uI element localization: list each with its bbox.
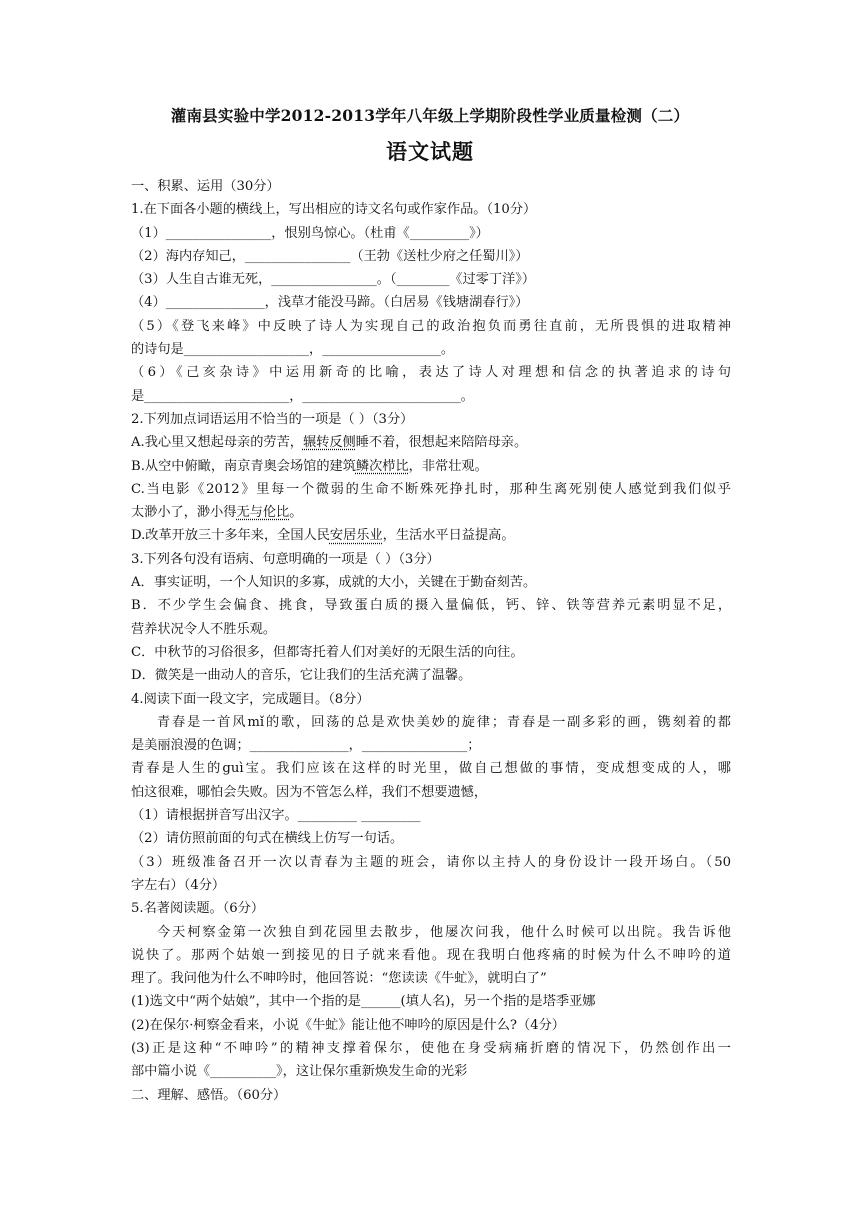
fill-blank-line: 的诗句是___________________，__________________。 <box>131 342 455 358</box>
fill-blank-line: （6）《己亥杂诗》中运用新奇的比喻，表达了诗人对理想和信念的执著追求的诗句 <box>131 365 731 381</box>
passage-line: 今天柯察金第一次独自到花园里去散步，他屡次问我，他什么时候可以出院。我告诉他 <box>157 924 731 940</box>
question-stem: 1.在下面各小题的横线上，写出相应的诗文名句或作家作品。（10分） <box>131 202 537 218</box>
marked-word: 安居乐业 <box>329 528 383 544</box>
fill-blank-line: （5）《登飞来峰》中反映了诗人为实现自己的政治抱负而勇往直前，无所畏惧的进取精神 <box>131 318 731 334</box>
section-heading: 一、积累、运用（30分） <box>131 179 280 194</box>
exam-title: 灌南县实验中学2012-2013学年八年级上学期阶段性学业质量检测（二） <box>170 106 690 125</box>
sub-question: 字左右）（4分） <box>131 877 226 893</box>
fill-blank-line: （2）海内存知己，________________（王勃《送杜少府之任蜀川》） <box>131 248 529 264</box>
sub-question: （1）请根据拼音写出汉字。_________ _________ <box>131 808 421 824</box>
option-line: B.从空中俯瞰，南京青奥会场馆的建筑鳞次栉比，非常壮观。 <box>131 458 488 474</box>
passage-line: 理了。我问他为什么不呻吟时，他回答说：“您读读《牛虻》，就明白了” <box>131 971 547 987</box>
passage-line: 青春是人生的guì宝。我们应该在这样的时光里，做自己想做的事情，变成想变成的人，哪 <box>131 761 731 777</box>
sub-question: （2）请仿照前面的句式在横线上仿写一句话。 <box>131 831 404 847</box>
passage-line: 青春是一首风mǐ的歌，回荡的总是欢快美妙的旋律；青春是一副多彩的画，镌刻着的都 <box>157 714 731 730</box>
marked-word: 鳞次栉比 <box>355 458 409 474</box>
fill-blank-line: 是______________________，________________________。 <box>131 388 474 404</box>
question-stem: 3.下列各句没有语病、句意明确的一项是（ ）（3分） <box>131 551 440 567</box>
marked-word: 辗转反侧 <box>302 435 356 451</box>
question-stem: 5.名著阅读题。（6分） <box>131 901 265 917</box>
passage-line: 是美丽浪漫的色调；_______________，________________； <box>131 738 481 754</box>
sub-question: （3）班级准备召开一次以青春为主题的班会，请你以主持人的身份设计一段开场白。（50 <box>131 854 731 870</box>
marked-word: 无与伦比 <box>236 505 290 521</box>
option-line: 营养状况令人不胜乐观。 <box>131 621 277 637</box>
sub-question: (1)选文中“两个姑娘”，其中一个指的是______(填人名)，另一个指的是塔季亚娜 <box>131 994 596 1010</box>
option-line: C.当电影《2012》里每一个微弱的生命不断殊死挣扎时，那种生离死别使人感觉到我们似乎 <box>131 481 731 497</box>
exam-subtitle: 语文试题 <box>386 139 474 164</box>
option-line: B．不少学生会偏食、挑食，导致蛋白质的摄入量偏低，钙、锌、铁等营养元素明显不足， <box>131 598 731 614</box>
question-stem: 2.下列加点词语运用不恰当的一项是（ ）（3分） <box>131 411 414 427</box>
fill-blank-line: （4）_______________，浅草才能没马蹄。（白居易《钱塘湖春行》） <box>131 295 529 311</box>
fill-blank-line: （1）________________，恨别鸟惊心。（杜甫《_________》） <box>131 225 489 241</box>
option-line: 太渺小了，渺小得无与伦比。 <box>131 505 303 521</box>
fill-blank-line: （3）人生自古谁无死，________________。（________《过零丁洋》） <box>131 272 536 288</box>
option-line: A.我心里又想起母亲的劳苦，辗转反侧睡不着，很想起来陪陪母亲。 <box>131 435 528 451</box>
sub-question: 部中篇小说《__________》，这让保尔重新焕发生命的光彩 <box>131 1064 468 1080</box>
section-heading: 二、理解、感悟。（60分） <box>131 1087 287 1103</box>
passage-line: 怕这很难，哪怕会失败。因为不管怎么样，我们不想要遗憾， <box>131 784 488 800</box>
passage-line: 说快了。那两个姑娘一到接见的日子就来看他。现在我明白他疼痛的时候为什么不呻吟的道 <box>131 947 731 963</box>
question-stem: 4.阅读下面一段文字，完成题目。（8分） <box>131 691 370 707</box>
option-line: D.改革开放三十多年来，全国人民安居乐业，生活水平日益提高。 <box>131 528 515 544</box>
option-line: A．事实证明，一个人知识的多寡，成就的大小，关键在于勤奋刻苦。 <box>131 575 537 591</box>
sub-question: (2)在保尔·柯察金看来，小说《牛虻》能让他不呻吟的原因是什么?（4分） <box>131 1017 565 1033</box>
option-line: D．微笑是一曲动人的音乐，它让我们的生活充满了温馨。 <box>131 668 472 684</box>
exam-body <box>131 175 731 1107</box>
option-line: C．中秋节的习俗很多，但都寄托着人们对美好的无限生活的向往。 <box>131 644 524 660</box>
sub-question: (3)正是这种“不呻吟”的精神支撑着保尔，使他在身受病痛折磨的情况下，仍然创作出一 <box>131 1040 731 1056</box>
